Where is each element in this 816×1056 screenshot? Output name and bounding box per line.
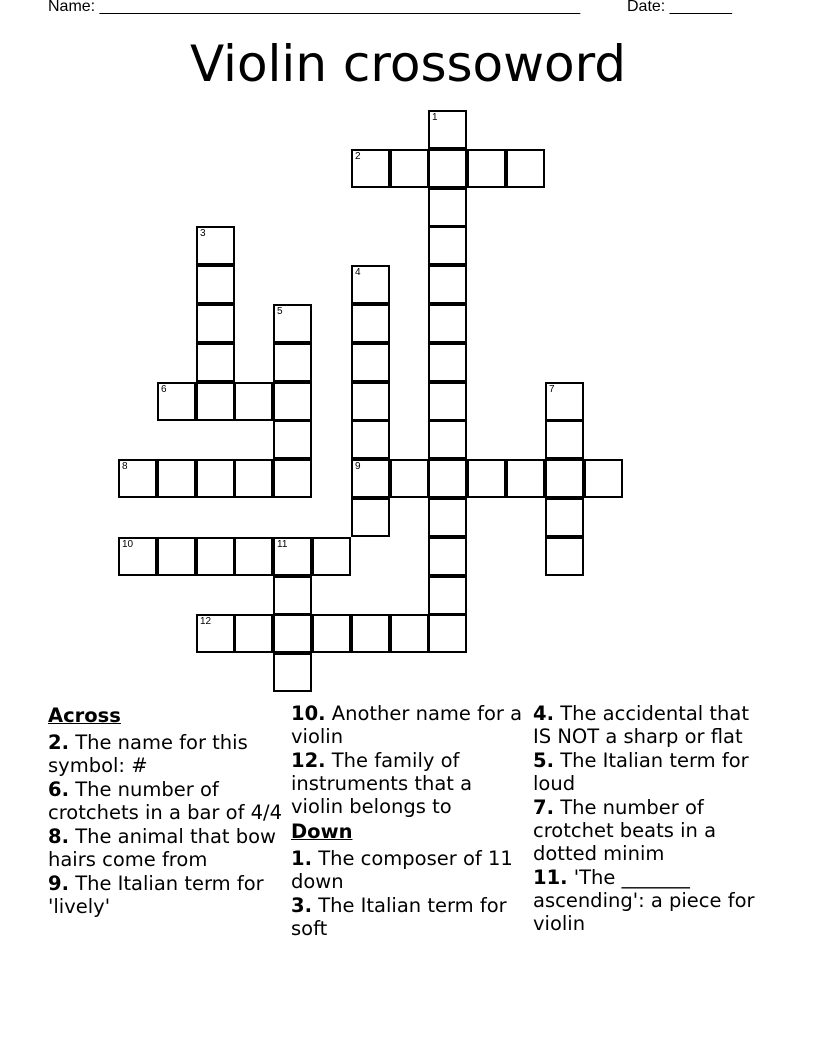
grid-cell[interactable] (428, 304, 467, 343)
grid-cell[interactable] (273, 576, 312, 615)
clue-number: 5 (277, 306, 283, 317)
clue-across-9: 9. The Italian term for 'lively' (48, 872, 264, 918)
grid-cell[interactable] (351, 149, 390, 188)
clue-across-2: 2. The name for this symbol: # (48, 731, 248, 777)
grid-cell[interactable] (234, 614, 273, 653)
grid-cell[interactable] (273, 304, 312, 343)
clues-column-3 (533, 702, 768, 936)
grid-cell[interactable] (196, 537, 235, 576)
clue-number: 11 (277, 539, 288, 550)
clue-number: 10 (122, 539, 134, 550)
grid-cell[interactable] (545, 420, 584, 459)
grid-cell[interactable] (196, 226, 235, 265)
grid-cell[interactable] (545, 382, 584, 421)
grid-cell[interactable] (428, 188, 467, 227)
grid-cell[interactable] (545, 537, 584, 576)
grid-cell[interactable] (157, 459, 196, 498)
grid-cell[interactable] (273, 614, 312, 653)
grid-cell[interactable] (157, 537, 196, 576)
grid-cell[interactable] (157, 382, 196, 421)
clue-across-10: 10. Another name for a violin (291, 702, 523, 748)
grid-cell[interactable] (234, 459, 273, 498)
grid-cell[interactable] (273, 343, 312, 382)
grid-cell[interactable] (467, 149, 506, 188)
clue-down-1: 1. The composer of 11 down (291, 847, 513, 893)
grid-cell[interactable] (273, 382, 312, 421)
clues-column-1 (48, 702, 283, 919)
date-field-line: Date: _______ (627, 0, 732, 15)
name-field-line: Name: ______________________________________________________ (48, 0, 581, 15)
grid-cell[interactable] (390, 149, 429, 188)
grid-cell[interactable] (545, 459, 584, 498)
grid-cell[interactable] (351, 382, 390, 421)
clue-across-8: 8. The animal that bow hairs come from (48, 825, 276, 871)
grid-cell[interactable] (196, 343, 235, 382)
grid-cell[interactable] (428, 343, 467, 382)
grid-cell[interactable] (118, 459, 157, 498)
grid-cell[interactable] (428, 226, 467, 265)
clue-down-7: 7. The number of crotchet beats in a dotted minim (533, 796, 717, 865)
clue-number: 3 (200, 228, 206, 239)
clue-number: 8 (122, 461, 128, 472)
grid-cell[interactable] (428, 149, 467, 188)
grid-cell[interactable] (428, 382, 467, 421)
clue-across-12: 12. The family of instruments that a violin belongs to (291, 749, 473, 818)
grid-cell[interactable] (351, 304, 390, 343)
clue-down-5: 5. The Italian term for loud (533, 749, 749, 795)
grid-cell[interactable] (234, 382, 273, 421)
grid-cell[interactable] (196, 614, 235, 653)
grid-cell[interactable] (196, 304, 235, 343)
grid-cell[interactable] (196, 382, 235, 421)
page-title: Violin crossoword (189, 35, 627, 93)
grid-cell[interactable] (234, 537, 273, 576)
grid-cell[interactable] (118, 537, 157, 576)
grid-cell[interactable] (312, 614, 351, 653)
clue-number: 9 (355, 461, 361, 472)
grid-cell[interactable] (428, 498, 467, 537)
grid-cell[interactable] (506, 459, 545, 498)
clue-number: 2 (355, 151, 361, 162)
grid-cell[interactable] (273, 459, 312, 498)
down-heading: Down (291, 820, 353, 843)
clue-number: 4 (355, 267, 361, 278)
across-heading: Across (48, 704, 121, 727)
grid-cell[interactable] (351, 498, 390, 537)
grid-cell[interactable] (506, 149, 545, 188)
grid-cell[interactable] (351, 343, 390, 382)
grid-cell[interactable] (428, 110, 467, 149)
grid-cell[interactable] (467, 459, 506, 498)
clue-down-3: 3. The Italian term for soft (291, 894, 507, 940)
grid-cell[interactable] (273, 420, 312, 459)
grid-cell[interactable] (351, 614, 390, 653)
grid-cell[interactable] (273, 537, 312, 576)
clue-across-6: 6. The number of crotchets in a bar of 4/4 (48, 778, 283, 824)
grid-cell[interactable] (390, 614, 429, 653)
clue-down-4: 4. The accidental that IS NOT a sharp or flat (533, 702, 750, 748)
grid-cell[interactable] (273, 653, 312, 692)
grid-cell[interactable] (196, 459, 235, 498)
grid-cell[interactable] (428, 614, 467, 653)
grid-cell[interactable] (545, 498, 584, 537)
clue-number: 6 (161, 384, 167, 395)
clue-number: 7 (549, 384, 555, 395)
grid-cell[interactable] (584, 459, 623, 498)
grid-cell[interactable] (390, 459, 429, 498)
grid-cell[interactable] (428, 576, 467, 615)
grid-cell[interactable] (351, 459, 390, 498)
clue-number: 1 (432, 112, 438, 123)
clues-column-2 (291, 702, 526, 941)
grid-cell[interactable] (312, 537, 351, 576)
clue-number: 12 (200, 616, 212, 627)
clue-down-11: 11. 'The _______ ascending': a piece for violin (533, 866, 755, 935)
grid-cell[interactable] (351, 420, 390, 459)
grid-cell[interactable] (428, 420, 467, 459)
grid-cell[interactable] (196, 265, 235, 304)
grid-cell[interactable] (428, 537, 467, 576)
grid-cell[interactable] (428, 459, 467, 498)
grid-cell[interactable] (351, 265, 390, 304)
grid-cell[interactable] (428, 265, 467, 304)
